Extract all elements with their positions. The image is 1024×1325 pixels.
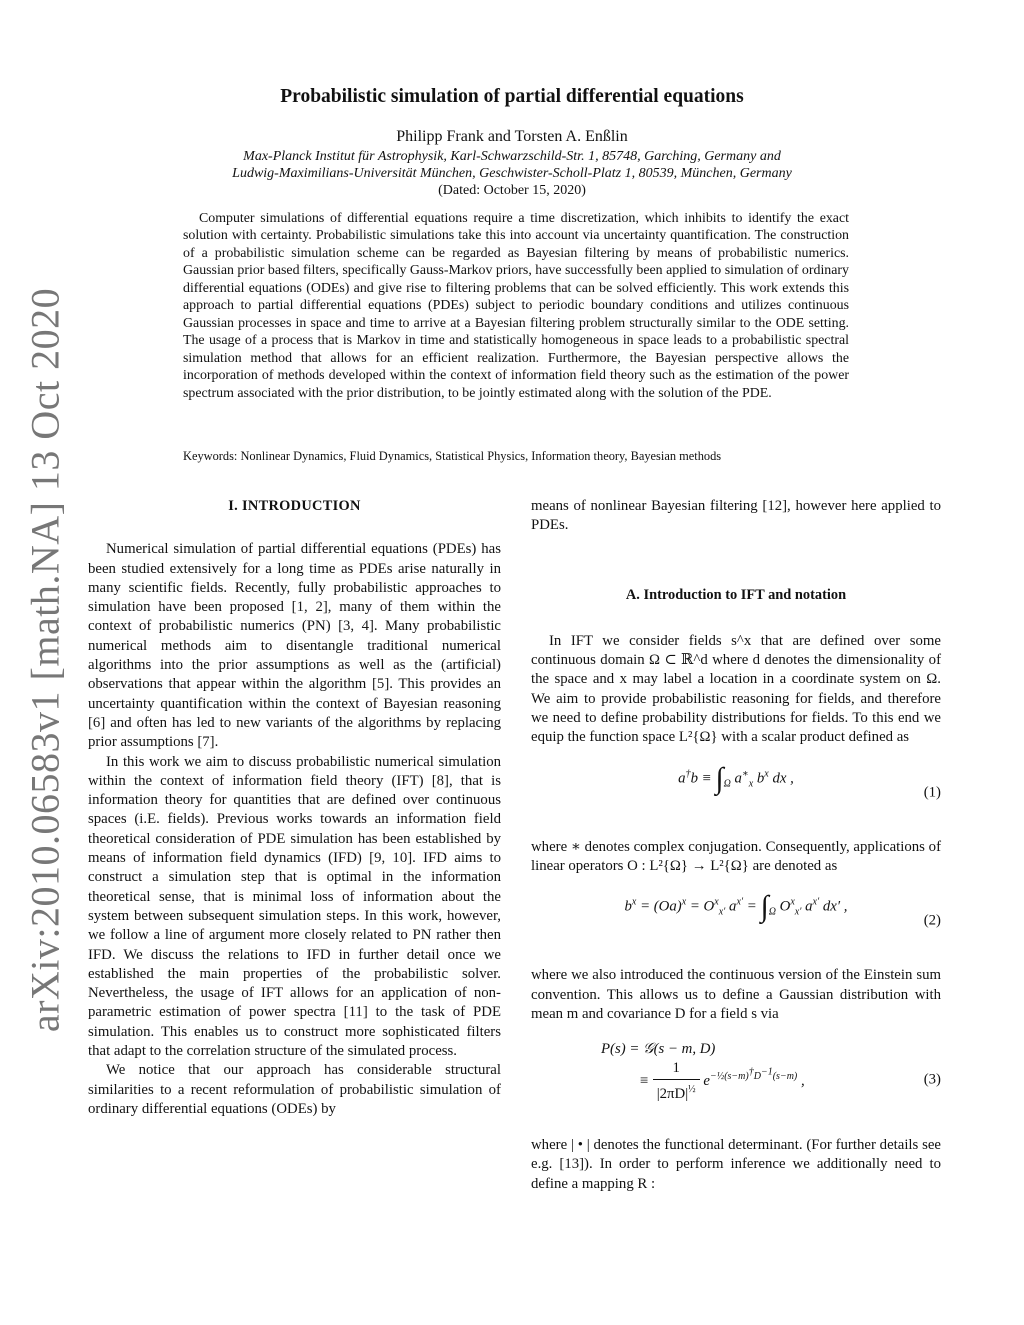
citation-link[interactable]: [7] xyxy=(197,734,215,751)
subsection-heading: A. Introduction to IFT and notation xyxy=(625,586,847,603)
dated: (Dated: October 15, 2020) xyxy=(438,183,586,198)
keywords: Keywords: Nonlinear Dynamics, Fluid Dynamics, Statistical Physics, Information theory, Bayesian methods xyxy=(183,449,722,463)
citation-link[interactable]: [11] xyxy=(343,1004,368,1021)
ift-paragraph-2: where ∗ denotes complex conjugation. Consequently, applications of linear operators O : L²{Ω} → L²{Ω} are denoted as xyxy=(531,838,941,874)
text-span: , that is information theory for quantities that are defined over continuous spaces (i.E. fields). Previous works towards an information field theoretical consideration of PDE simulation has been established by means of information field dynamics (IFD) xyxy=(88,772,501,867)
intro-paragraph-1 xyxy=(88,540,501,752)
text-span: and often has led to new variants of the algorithms by replacing prior assumptions xyxy=(88,714,501,751)
ift-paragraph-1: In IFT we consider fields s^x that are defined over some continuous domain Ω ⊂ ℝ^d where d denotes the dimensionality of the space and x may label a location in a coordinate system on Ω. We aim to provide probabilistic reasoning for fields, and therefore we need to define probability distributions for fields. To this end we equip the function space L²{Ω} with a scalar product defined as xyxy=(531,632,941,746)
arxiv-stamp xyxy=(0,287,90,1033)
paper-title: Probabilistic simulation of partial differential equations xyxy=(280,86,744,107)
ift-paragraph-4 xyxy=(531,1136,941,1194)
equation-3-body: P(s) = 𝒢(s − m, D) ≡ $\frac{1}{|2\pi D|^{\frac{1}{2}}}$ $e^{-\frac{1}{2}(s-m)^\dagger D^{-1}(s-m)}$ , xyxy=(601,1041,805,1102)
equation-2 xyxy=(531,892,941,950)
citation-link[interactable]: [13] xyxy=(559,1156,585,1173)
citation-link[interactable]: [12] xyxy=(762,498,788,514)
text-span: where | • | denotes the functional determinant. (For further details see e.g. xyxy=(531,1137,941,1173)
left-column xyxy=(88,497,501,1119)
citation-link[interactable]: [8] xyxy=(431,772,449,789)
citation-link[interactable]: [3, 4] xyxy=(338,618,374,635)
text-span: . xyxy=(214,734,219,751)
text-span: . Many probabilistic numerical methods aim to disentangle traditional numerical algorithms into the prior assumptions as well as the (artificial) observations that appear within the algorithm xyxy=(88,618,501,693)
right-column xyxy=(531,497,941,1194)
affiliation-1: Max-Planck Institut für Astrophysik, Karl-Schwarzschild-Str. 1, 85748, Garching, Germany and xyxy=(243,149,781,164)
citation-link[interactable]: [6] xyxy=(88,714,106,731)
equation-number: (3) xyxy=(923,1071,941,1088)
text-span: . IFD aims to construct a simulation step that is optimal in the information theoretical sense, that is minimal loss of information about the system between subsequent simulation steps. In this work, however, we follow a line of argument more closely related to PN rather then IFD. We discuss the relations to IFD in further detail once we established the main properties of the probabilistic solver. Nevertheless, the usage of IFT allows for an application of non-parametric estimation of power spectra xyxy=(88,850,501,1021)
text-span: ). In order to perform inference we additionally need to define a mapping R : xyxy=(531,1156,941,1192)
equation-2-body: $b^x = (Oa)^x = O^x_{x'}$ $a^{x'} = \int_\Omega$ $O^x_{x'}$ $a^{x'}$ dx′ , xyxy=(624,890,848,924)
authors: Philipp Frank and Torsten A. Enßlin xyxy=(396,128,628,145)
text-span: . This provides an uncertainty quantification within the context of Bayesian reasoning xyxy=(88,676,502,712)
citation-link[interactable]: [9, 10] xyxy=(369,850,413,867)
abstract: Computer simulations of differential equations require a time discretization, which inhibits to identify the exact solution with certainty. Probabilistic simulations take this into account via uncertainty quantification. The construction of a probabilistic simulation scheme can be regarded as Bayesian filtering by means of probabilistic numerics. Gaussian prior based filters, specifically Gauss-Markov priors, have successfully been applied to simulation of ordinary differential equations (ODEs) and give rise to filtering problems that can be solved efficiently. This work extends this approach to partial differential equations (PDEs) subject to periodic boundary conditions and utilizes continuous Gaussian processes in space and time to arrive at a Bayesian filtering problem structurally similar to the ODE setting. The usage of a process that is Markov in time and statistically homogeneous in space leads to a probabilistic spectral simulation method that allows for an efficient realization. Furthermore, the Bayesian perspective allows the incorporation of methods developed within the context of information field theory such as the estimation of the power spectrum associated with the prior distribution, to be jointly estimated along with the solution of the PDE. xyxy=(183,211,849,401)
text-span: Numerical simulation of partial differential equations (PDEs) has been studied extensively for a long time as PDEs arise naturally in many scientific fields. Recently, fully probabilistic approaches to simulation have been proposed xyxy=(88,541,501,616)
text-span: to the task of PDE simulation. This enables us to construct more sophisticated filters that adapt to the correlation structure of the simulated process. xyxy=(88,1004,501,1060)
equation-3 xyxy=(531,1040,941,1120)
equation-number: (1) xyxy=(923,784,941,801)
text-span: , however here applied to PDEs. xyxy=(531,498,941,534)
citation-link[interactable]: [5] xyxy=(372,676,390,693)
intro-paragraph-3: We notice that our approach has considerable structural similarities to a recent reformulation of probabilistic simulation of ordinary differential equations (ODEs) by xyxy=(88,1062,501,1117)
equation-1-body: $a^\dagger b \equiv \int_\Omega$ $a^∗_x$ $b^x$ dx , xyxy=(678,761,794,795)
affiliation-2: Ludwig-Maximilians-Universität München, Geschwister-Scholl-Platz 1, 80539, München, Germany xyxy=(232,166,792,181)
citation-link[interactable]: [1, 2] xyxy=(291,599,328,616)
text-span: , many of them within the context of probabilistic numerics (PN) xyxy=(88,599,501,635)
arxiv-stamp-text: arXiv:2010.06583v1 [math.NA] 13 Oct 2020 xyxy=(22,287,68,1033)
text-span: means of nonlinear Bayesian filtering xyxy=(531,498,763,514)
continued-paragraph xyxy=(531,497,941,536)
intro-paragraph-2 xyxy=(88,753,501,1062)
equation-number: (2) xyxy=(923,912,941,929)
text-span: In this work we aim to discuss probabilistic numerical simulation within the context of information field theory (IFT) xyxy=(88,753,501,789)
section-heading: I. INTRODUCTION xyxy=(228,498,361,514)
ift-paragraph-3: where we also introduced the continuous version of the Einstein sum convention. This allows us to define a Gaussian distribution with mean m and covariance D for a field s via xyxy=(531,967,941,1022)
equation-1 xyxy=(531,761,941,822)
